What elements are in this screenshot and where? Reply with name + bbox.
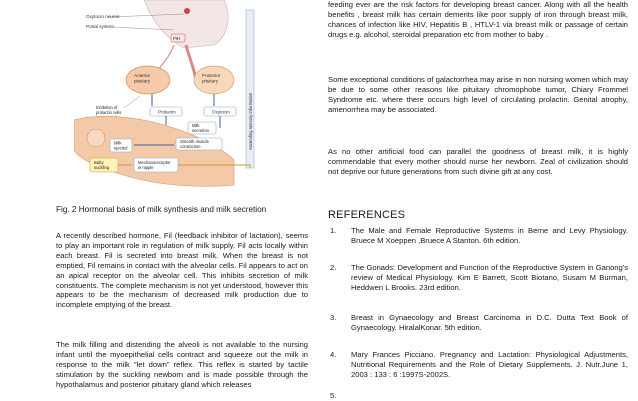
oxytocin-neuron-body: [184, 8, 190, 14]
figure-caption: Fig. 2 Hormonal basis of milk synthesis and milk secretion: [56, 205, 267, 214]
label-ascending-pathway: Ascending sensory information: [248, 92, 253, 150]
label-baby-suckling: Baby suckling: [94, 160, 110, 170]
paragraph-fil-hormone: A recently described hormone, Fil (feedback inhibitor of lactation), seems to play an important role in regulation of milk supply. Fil acts locally within each breast. Fil is secreted into breast milk. When the breast is not emptied, Fil remains in contact with the alveolar cells. Fil appears to act on an apical receptor on the alveolar cell. This inhibits secretion of milk constituents. The complete mechanism is not yet understood, however this appears to be the mechanism of decreased milk production due to incomplete emptying of the breast.: [56, 231, 308, 310]
reference-text: Mary Frances Picciano. Pregnancy and Lactation: Physiological Adjustments, Nutritional Requirements and the Role of Dietary Supplements. J. Nutr.June 1, 2003 : 133 : 6 :1997S-2002S.: [351, 350, 628, 379]
right-column: [328, 0, 630, 400]
label-smooth-muscle: Smooth muscle contraction: [180, 139, 209, 149]
figure-hormonal-basis: [74, 0, 290, 200]
label-oxytocin-neuron: Oxytocin neuron: [86, 14, 120, 19]
reference-item: [328, 350, 628, 380]
label-oxytocin: Oxytocin: [212, 109, 230, 115]
label-prolactin: Prolactin: [158, 109, 176, 115]
references-heading: REFERENCES: [328, 209, 406, 221]
label-milk-secretion: Milk secretion: [192, 123, 209, 133]
hypothalamus-shape: [144, 0, 228, 48]
paragraph-galactorrhea: Some exceptional conditions of galactorrhea may arise in non nursing women which may be due to some other reasons like pituitary chromophobe tumor, Chiary Frommel Syndrome etc. where there occurs high level of circulating prolactin. Genital atrophy, amenorrhea may be associated.: [328, 75, 628, 114]
reference-number: 1.: [330, 226, 337, 235]
label-pih: PIH: [173, 36, 180, 41]
reference-item: [328, 226, 628, 246]
left-column: [0, 0, 318, 400]
reference-number: 4.: [330, 350, 337, 359]
reference-text: The Gonads: Development and Function of the Reproductive System in Ganong's review of Medical Physiology. Kim E Barrett, Scott Biotano, Susam M Burman, Heddwen L Brooks. 23rd edition.: [351, 263, 628, 292]
reference-text: The Male and Female Reproductive Systems in Berne and Levy Physiology. Bruece M Xoeppen ,Bruece A Stanton. 6th edition.: [351, 226, 628, 245]
paragraph-let-down-reflex: The milk filling and distending the alveoli is not available to the nursing infant until the myoepithelial cells contract and squeeze out the milk in response to the milk "let down" reflex. This reflex is started by tactile stimulation by the suckling newborn and is made possible through the hypothalamus and posterior pituitary gland which releases: [56, 340, 308, 389]
reference-text: Breast in Gynaecology and Breast Carcinoma in D.C. Dutta Text Book of Gynaecology. HiralalKonar. 5th edition.: [351, 313, 628, 332]
paragraph-conclusion: As no other artificial food can parallel the goodness of breast milk, it is highly commendable that every mother should nurse her newborn. Zeal of civilization should not deprive our future generations from such divine gift at any cost.: [328, 147, 628, 176]
label-anterior-pituitary: Anterior pituitary: [134, 73, 151, 84]
paragraph-risk-factors: feeding ever are the risk factors for developing breast cancer. Along with all the health benefits , breast milk has certain demerits like poor supply of iron through breast milk, chances of infection like HIV, Hepatitis B , HTLV-1 via breast milk or passage of certain drugs e.g. alcohol, steroidal preparation etc from mother to baby .: [328, 0, 628, 39]
reference-number: 5.: [330, 391, 337, 400]
reference-item: [328, 313, 628, 333]
label-posterior-pituitary: Posterior pituitary: [202, 73, 221, 84]
label-mechanoreceptor: Mechanoreceptor in nipple: [138, 160, 171, 170]
reference-item: [328, 263, 628, 293]
label-inhibition-removed: Inhibition of prolactin cells: [96, 105, 122, 115]
label-milk-ejected: Milk ejected: [114, 140, 128, 151]
reference-number: 2.: [330, 263, 337, 272]
figure-diagram: [74, 0, 290, 200]
label-portal-system: Portal system: [86, 24, 114, 29]
reference-number: 3.: [330, 313, 337, 322]
